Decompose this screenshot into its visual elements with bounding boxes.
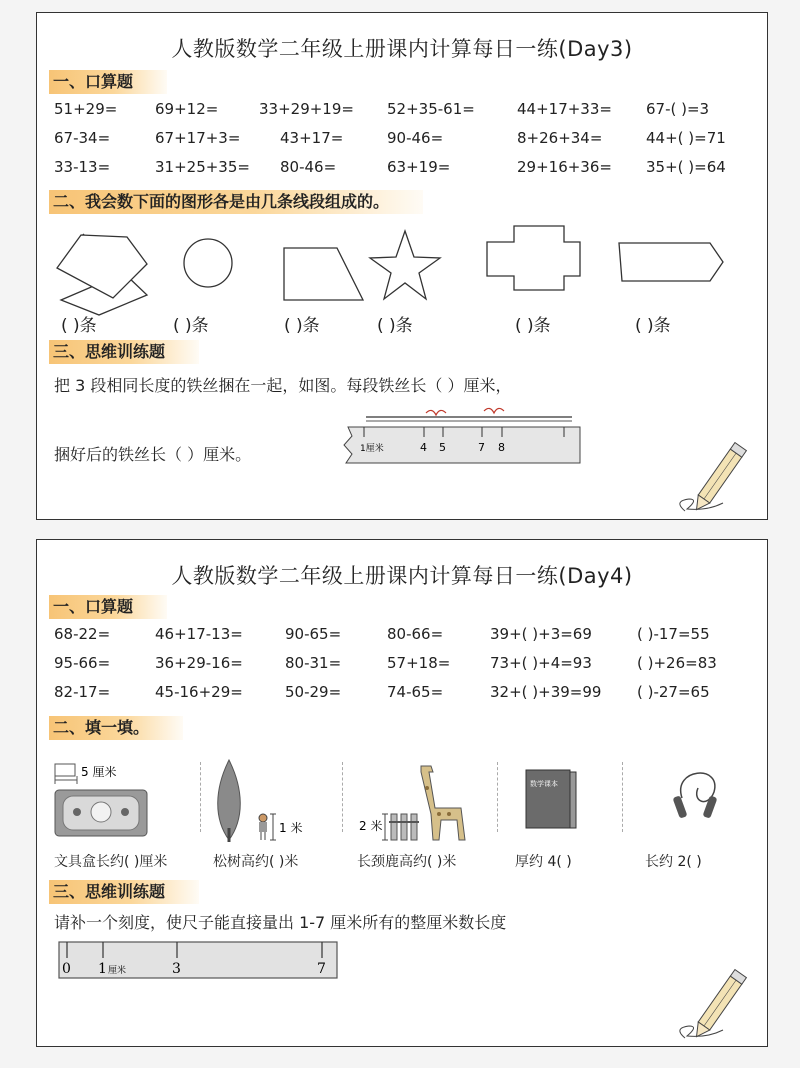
question-text: 请补一个刻度，使尺子能直接量出 1-7 厘米所有的整厘米数长度: [54, 913, 507, 932]
ref-length-label: 1 米: [279, 821, 303, 835]
ruler-label: 7: [317, 961, 326, 977]
answer-blank[interactable]: ( )条: [173, 316, 209, 336]
pencil-icon: [677, 433, 767, 517]
problem: 73+( )+4=93: [490, 654, 592, 672]
ruler-label: 0: [62, 961, 71, 977]
wire-ruler-figure: [342, 405, 582, 463]
problem: 43+17=: [280, 129, 344, 147]
problem: 45-16+29=: [155, 683, 243, 701]
problem: 80-31=: [285, 654, 342, 672]
problem: 36+29-16=: [155, 654, 243, 672]
ref-length-label: 2 米: [359, 819, 383, 833]
problem: 33-13=: [54, 158, 111, 176]
fill-item[interactable]: 文具盒长约( )厘米: [54, 854, 168, 870]
page-title: 人教版数学二年级上册课内计算每日一练(Day4): [171, 564, 633, 588]
tie-knot-icon: [426, 410, 446, 415]
divider: [497, 762, 498, 832]
problem: 57+18=: [387, 654, 451, 672]
problem: 33+29+19=: [259, 100, 354, 118]
book-title-label: 数学课本: [530, 780, 558, 788]
section-heading-oral: 一、口算题: [49, 70, 167, 94]
book-picture: [522, 768, 582, 834]
problem: 67+17+3=: [155, 129, 241, 147]
ruler-unit-label: 厘米: [108, 966, 127, 976]
section-heading-thinking: 三、思维训练题: [49, 340, 199, 364]
fill-item[interactable]: 松树高约( )米: [213, 854, 299, 870]
ruler-label: 3: [172, 961, 181, 977]
problem: 50-29=: [285, 683, 342, 701]
problem: ( )-27=65: [637, 683, 710, 701]
ref-length-label: 5 厘米: [81, 765, 117, 779]
pencil-case-picture: [53, 762, 173, 842]
problem: 31+25+35=: [155, 158, 250, 176]
problem: ( )+26=83: [637, 654, 717, 672]
worksheet-day4: [36, 539, 768, 1047]
answer-blank[interactable]: ( )条: [377, 316, 413, 336]
answer-blank[interactable]: ( )条: [284, 316, 320, 336]
problem: 29+16+36=: [517, 158, 612, 176]
divider: [622, 762, 623, 832]
pencil-icon: [677, 960, 767, 1044]
section-heading-fill: 二、填一填。: [49, 716, 183, 740]
problem: 67-( )=3: [646, 100, 710, 118]
ruler-label: 4: [420, 441, 427, 454]
answer-blank[interactable]: ( )条: [61, 316, 97, 336]
giraffe-picture: [357, 758, 497, 844]
problem: 68-22=: [54, 625, 111, 643]
oral-row-1: [37, 625, 769, 647]
answer-blank[interactable]: ( )条: [635, 316, 671, 336]
ruler-label: 7: [478, 441, 485, 454]
oral-row-3: [37, 683, 769, 705]
ruler-label: 1厘米: [360, 444, 384, 454]
worksheet-day3: [36, 12, 768, 520]
problem: 80-46=: [280, 158, 337, 176]
divider: [200, 762, 201, 832]
question-text: 把 3 段相同长度的铁丝捆在一起，如图。每段铁丝长（ ）厘米，: [54, 376, 512, 395]
problem: 32+( )+39=99: [490, 683, 602, 701]
problem: 82-17=: [54, 683, 111, 701]
fill-item[interactable]: 厚约 4( ): [515, 854, 572, 870]
ruler-figure: [57, 940, 347, 984]
question-text: 捆好后的铁丝长（ ）厘米。: [54, 445, 252, 464]
jump-rope-picture: [662, 768, 732, 834]
problem: 90-46=: [387, 129, 444, 147]
problem: 51+29=: [54, 100, 118, 118]
problem: 52+35-61=: [387, 100, 475, 118]
problem: 35+( )=64: [646, 158, 726, 176]
ruler-label: 1: [98, 961, 107, 977]
section-heading-thinking: 三、思维训练题: [49, 880, 199, 904]
tie-knot-icon: [484, 408, 504, 413]
section-heading-shapes: 二、我会数下面的图形各是由几条线段组成的。: [49, 190, 423, 214]
tree-picture: [207, 758, 337, 844]
problem: 80-66=: [387, 625, 444, 643]
problem: 69+12=: [155, 100, 219, 118]
problem: 44+17+33=: [517, 100, 612, 118]
answer-blank[interactable]: ( )条: [515, 316, 551, 336]
fill-item[interactable]: 长约 2( ): [645, 854, 702, 870]
problem: 67-34=: [54, 129, 111, 147]
divider: [342, 762, 343, 832]
ruler-label: 8: [498, 441, 505, 454]
page-title: 人教版数学二年级上册课内计算每日一练(Day3): [171, 37, 633, 61]
problem: 46+17-13=: [155, 625, 243, 643]
problem: 63+19=: [387, 158, 451, 176]
oral-row-2: [37, 654, 769, 676]
problem: 90-65=: [285, 625, 342, 643]
ruler-label: 5: [439, 441, 446, 454]
problem: ( )-17=55: [637, 625, 710, 643]
problem: 95-66=: [54, 654, 111, 672]
problem: 74-65=: [387, 683, 444, 701]
problem: 39+( )+3=69: [490, 625, 592, 643]
fill-item[interactable]: 长颈鹿高约( )米: [357, 854, 457, 870]
problem: 8+26+34=: [517, 129, 603, 147]
shape-answer-row: [37, 311, 769, 335]
section-heading-oral: 一、口算题: [49, 595, 167, 619]
problem: 44+( )=71: [646, 129, 726, 147]
